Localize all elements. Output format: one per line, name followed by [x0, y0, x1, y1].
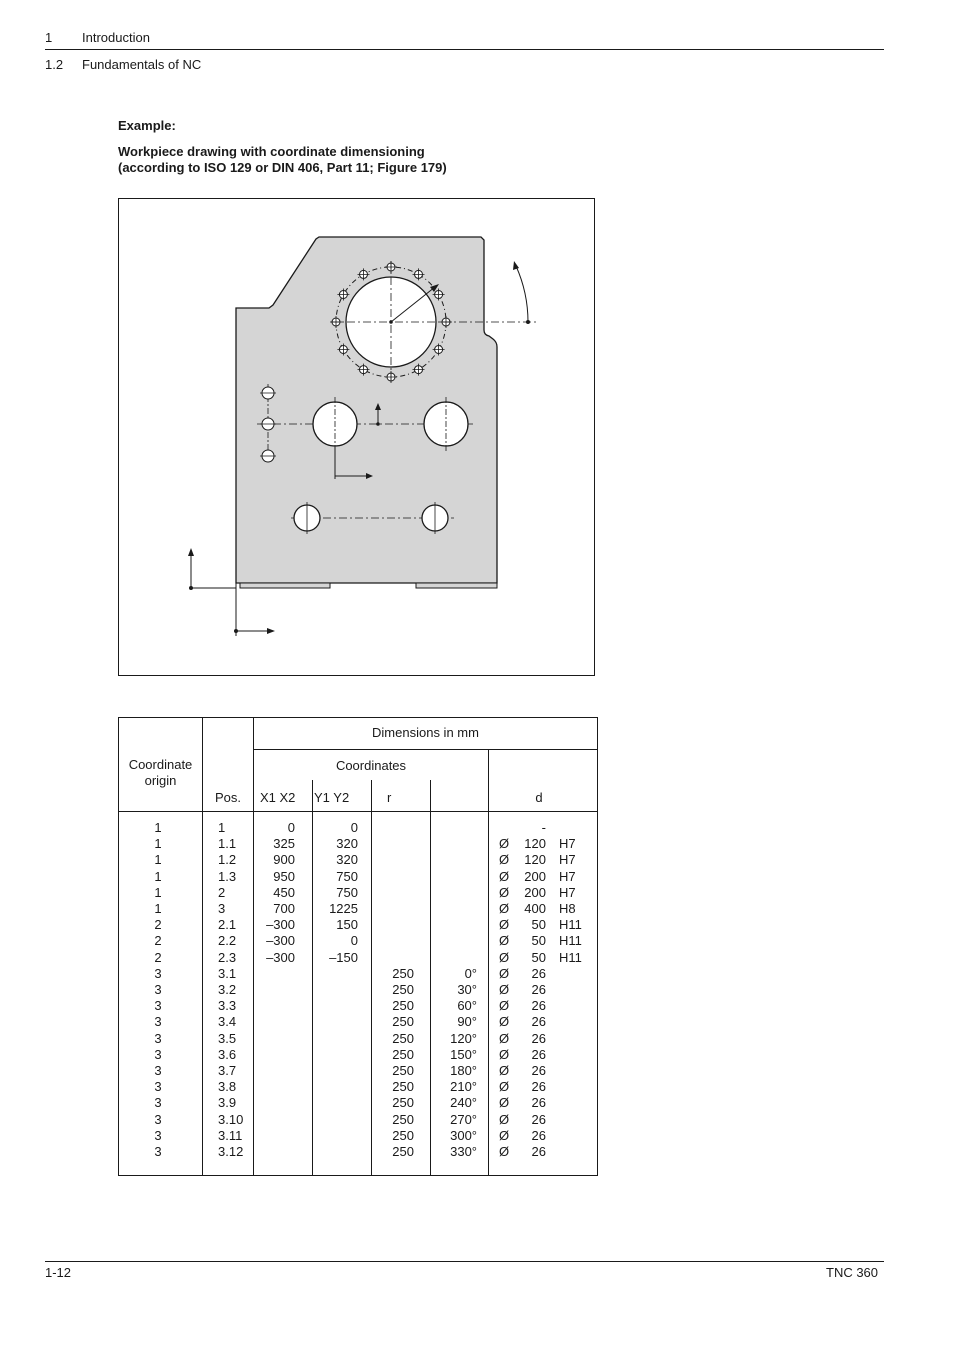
angle-reference-point [526, 320, 530, 324]
cell-pos: 1.3 [218, 868, 237, 884]
cell-pos: 3.8 [218, 1079, 237, 1095]
cell-origin: 1 [154, 901, 162, 917]
cell-x [253, 1144, 295, 1160]
cell-y: 0 [350, 820, 358, 835]
cell-a: 240° [450, 1095, 477, 1111]
cell-dsym: Ø [499, 1079, 510, 1095]
cell-origin: 3 [154, 998, 162, 1014]
cell-tol [559, 1047, 582, 1063]
column-y [312, 820, 358, 1160]
cell-dsym: Ø [499, 998, 510, 1014]
cell-pos: 3 [218, 901, 226, 917]
cell-dval: 26 [531, 998, 546, 1014]
cell-dval: 26 [531, 1095, 546, 1111]
cell-dsym [499, 820, 509, 836]
header-coordinate-origin: Coordinate origin [128, 757, 193, 788]
cell-x: –300 [266, 949, 295, 965]
cell-tol: H11 [559, 933, 582, 949]
cell-tol: H7 [559, 884, 576, 900]
cell-x: 0 [287, 820, 295, 835]
cell-dval: - [541, 820, 546, 835]
cell-tol [559, 1128, 582, 1144]
cell-pos: 3.11 [218, 1127, 243, 1143]
cell-origin: 3 [154, 965, 162, 981]
cell-origin: 1 [154, 884, 162, 900]
workpiece-drawing-svg [119, 199, 596, 677]
cell-dval: 26 [531, 965, 546, 981]
header-rule [45, 49, 884, 50]
cell-origin: 1 [154, 836, 162, 852]
cell-pos: 1.2 [218, 852, 237, 868]
cell-origin: 3 [154, 1079, 162, 1095]
cell-y [312, 998, 358, 1014]
column-pos [218, 820, 243, 1160]
header-pos: Pos. [214, 790, 241, 805]
cell-x [253, 1128, 295, 1144]
cell-pos: 1 [218, 820, 226, 835]
cell-r: 250 [392, 982, 414, 998]
cell-y: 750 [336, 884, 358, 900]
cell-tol [559, 1014, 582, 1030]
cell-pos: 3.4 [218, 1014, 237, 1030]
cell-origin: 1 [154, 820, 162, 835]
cell-x [253, 1095, 295, 1111]
cell-x [253, 966, 295, 982]
cell-r: 250 [392, 1030, 414, 1046]
cell-x: –300 [266, 933, 295, 949]
chapter-number: 1 [45, 30, 53, 45]
cell-r: 250 [392, 1144, 414, 1160]
angle-arc [516, 266, 528, 322]
cell-x: 700 [273, 901, 295, 917]
cell-a: 150° [450, 1046, 477, 1062]
col-line-origin [202, 718, 203, 1175]
cell-origin: 3 [154, 1144, 162, 1160]
cell-a: 120° [450, 1030, 477, 1046]
header-r: r [387, 790, 392, 805]
workpiece-foot-right [416, 583, 497, 588]
column-r [371, 820, 414, 1160]
cell-y [312, 1112, 358, 1128]
cell-dval: 26 [531, 1079, 546, 1095]
cell-tol [559, 1079, 582, 1095]
footer-rule [45, 1261, 884, 1262]
cell-r [371, 933, 414, 949]
cell-origin: 3 [154, 1046, 162, 1062]
cell-tol [559, 1112, 582, 1128]
cell-pos: 3.10 [218, 1111, 244, 1127]
cell-origin: 2 [154, 949, 162, 965]
column-tolerance [559, 820, 582, 1160]
cell-x: 900 [273, 852, 295, 868]
cell-dval: 50 [531, 917, 546, 933]
cell-r: 250 [392, 1127, 414, 1143]
cell-r: 250 [392, 1063, 414, 1079]
cell-dsym: Ø [499, 884, 510, 900]
cell-a [430, 820, 477, 836]
cell-dsym: Ø [499, 1014, 510, 1030]
cell-y: 1225 [329, 901, 358, 917]
chapter-title: Introduction [82, 30, 150, 45]
cell-dval: 26 [531, 982, 546, 998]
cell-y: 320 [336, 852, 358, 868]
cell-a: 270° [450, 1111, 477, 1127]
cell-r [371, 869, 414, 885]
cell-dval: 200 [524, 868, 546, 884]
header-dimensions: Dimensions in mm [372, 725, 479, 740]
cell-tol [559, 998, 582, 1014]
cell-tol [559, 1063, 582, 1079]
cell-dval: 26 [531, 1030, 546, 1046]
cell-pos: 3.6 [218, 1046, 237, 1062]
cell-r [371, 820, 414, 836]
cell-dsym: Ø [499, 1095, 510, 1111]
cell-dval: 26 [531, 1144, 546, 1160]
cell-y [312, 1063, 358, 1079]
cell-a: 90° [457, 1014, 477, 1030]
cell-a: 60° [457, 998, 477, 1014]
cell-y [312, 1095, 358, 1111]
workpiece-drawing [118, 198, 595, 676]
column-x [253, 820, 295, 1160]
cell-y [312, 1031, 358, 1047]
cell-dsym: Ø [499, 1046, 510, 1062]
cell-a [430, 950, 477, 966]
row-line-dims [253, 749, 597, 750]
cell-tol: H8 [559, 901, 576, 917]
figure-caption-line1: Workpiece drawing with coordinate dimensioning [118, 144, 425, 159]
cell-tol [559, 966, 582, 982]
cell-dsym: Ø [499, 982, 510, 998]
cell-dval: 26 [531, 1111, 546, 1127]
cell-a [430, 869, 477, 885]
header-d: d [535, 790, 543, 805]
cell-dval: 26 [531, 1127, 546, 1143]
angle-arc-arrowhead [513, 261, 519, 270]
cell-r: 250 [392, 1046, 414, 1062]
cell-pos: 2 [218, 884, 226, 900]
cell-tol: H7 [559, 836, 576, 852]
cell-x [253, 1112, 295, 1128]
cell-dsym: Ø [499, 1127, 510, 1143]
cell-dsym: Ø [499, 1063, 510, 1079]
dimensions-table [118, 717, 598, 1176]
cell-dsym: Ø [499, 1030, 510, 1046]
cell-x [253, 1079, 295, 1095]
col-line-angle [488, 750, 489, 1175]
cell-y [312, 1047, 358, 1063]
cell-pos: 3.7 [218, 1063, 237, 1079]
cell-y: –150 [329, 949, 358, 965]
cell-x: 450 [273, 884, 295, 900]
header-coordinates: Coordinates [335, 758, 407, 773]
cell-pos: 1.1 [218, 836, 237, 852]
cell-pos: 3.12 [218, 1144, 244, 1160]
cell-pos: 2.2 [218, 933, 237, 949]
cell-dval: 120 [524, 852, 546, 868]
origin-2-point [376, 422, 380, 426]
cell-x [253, 1031, 295, 1047]
cell-a: 180° [450, 1063, 477, 1079]
cell-tol: H11 [559, 917, 582, 933]
cell-r: 250 [392, 1111, 414, 1127]
cell-r [371, 950, 414, 966]
cell-x [253, 982, 295, 998]
cell-dval: 400 [524, 901, 546, 917]
cell-origin: 2 [154, 917, 162, 933]
cell-dval: 26 [531, 1046, 546, 1062]
product-name: TNC 360 [826, 1265, 879, 1280]
cell-tol [559, 1095, 582, 1111]
cell-y: 0 [350, 933, 358, 949]
cell-dval: 200 [524, 884, 546, 900]
example-label: Example: [118, 118, 176, 133]
column-origin [119, 820, 197, 1160]
cell-r: 250 [392, 1014, 414, 1030]
cell-a: 30° [457, 982, 477, 998]
cell-origin: 3 [154, 1063, 162, 1079]
cell-pos: 3.5 [218, 1030, 237, 1046]
cell-r [371, 901, 414, 917]
figure-caption-line2: (according to ISO 129 or DIN 406, Part 11; Figure 179) [118, 160, 447, 175]
cell-tol: H7 [559, 868, 576, 884]
cell-pos: 3.1 [218, 965, 237, 981]
cell-r [371, 836, 414, 852]
cell-r: 250 [392, 965, 414, 981]
cell-a: 0° [464, 965, 477, 981]
cell-pos: 3.2 [218, 982, 237, 998]
cell-y [312, 966, 358, 982]
cell-origin: 3 [154, 1030, 162, 1046]
cell-dsym: Ø [499, 852, 510, 868]
cell-dsym: Ø [499, 949, 510, 965]
column-angle [430, 820, 477, 1160]
cell-origin: 3 [154, 1111, 162, 1127]
origin-1-point [189, 586, 193, 590]
cell-a: 300° [450, 1127, 477, 1143]
cell-y [312, 1014, 358, 1030]
cell-a [430, 885, 477, 901]
cell-r [371, 885, 414, 901]
cell-x [253, 1047, 295, 1063]
cell-a [430, 901, 477, 917]
cell-tol [559, 1144, 582, 1160]
column-d-value [511, 820, 546, 1160]
cell-origin: 2 [154, 933, 162, 949]
section-number: 1.2 [45, 57, 64, 72]
cell-x [253, 1063, 295, 1079]
cell-origin: 3 [154, 1014, 162, 1030]
header-y: Y1 Y2 [314, 790, 350, 805]
cell-dval: 120 [524, 836, 546, 852]
cell-dval: 50 [531, 933, 546, 949]
cell-y: 150 [336, 917, 358, 933]
cell-dsym: Ø [499, 836, 510, 852]
column-d-symbol [499, 820, 509, 1160]
cell-dsym: Ø [499, 965, 510, 981]
cell-origin: 3 [154, 1095, 162, 1111]
cell-r: 250 [392, 1095, 414, 1111]
cell-dsym: Ø [499, 1144, 510, 1160]
cell-dsym: Ø [499, 901, 510, 917]
cell-y [312, 1128, 358, 1144]
header-x: X1 X2 [260, 790, 296, 805]
cell-pos: 2.1 [218, 917, 237, 933]
cell-pos: 2.3 [218, 949, 237, 965]
cell-tol: H11 [559, 949, 582, 965]
page-number: 1-12 [45, 1265, 72, 1280]
base-origin-point [234, 629, 238, 633]
cell-x: 950 [273, 868, 295, 884]
cell-a [430, 836, 477, 852]
cell-origin: 1 [154, 868, 162, 884]
cell-y [312, 1079, 358, 1095]
cell-dsym: Ø [499, 917, 510, 933]
cell-tol [559, 1031, 582, 1047]
cell-y [312, 982, 358, 998]
cell-tol [559, 820, 582, 836]
cell-a: 210° [450, 1079, 477, 1095]
cell-tol: H7 [559, 852, 576, 868]
cell-dsym: Ø [499, 868, 510, 884]
cell-r: 250 [392, 998, 414, 1014]
cell-tol [559, 982, 582, 998]
cell-pos: 3.3 [218, 998, 237, 1014]
cell-r: 250 [392, 1079, 414, 1095]
cell-r [371, 917, 414, 933]
cell-a [430, 852, 477, 868]
cell-dval: 26 [531, 1063, 546, 1079]
cell-x: –300 [266, 917, 295, 933]
cell-pos: 3.9 [218, 1095, 237, 1111]
cell-x [253, 1014, 295, 1030]
cell-origin: 3 [154, 982, 162, 998]
cell-r [371, 852, 414, 868]
cell-origin: 1 [154, 852, 162, 868]
cell-dsym: Ø [499, 1111, 510, 1127]
cell-a: 330° [450, 1144, 477, 1160]
cell-dsym: Ø [499, 933, 510, 949]
row-line-header-bottom [119, 811, 597, 812]
cell-x: 325 [273, 836, 295, 852]
cell-dval: 26 [531, 1014, 546, 1030]
cell-y: 750 [336, 868, 358, 884]
cell-origin: 3 [154, 1127, 162, 1143]
cell-y [312, 1144, 358, 1160]
workpiece-foot-left [240, 583, 330, 588]
cell-y: 320 [336, 836, 358, 852]
cell-a [430, 917, 477, 933]
section-title: Fundamentals of NC [82, 57, 202, 72]
cell-a [430, 933, 477, 949]
cell-x [253, 998, 295, 1014]
cell-dval: 50 [531, 949, 546, 965]
